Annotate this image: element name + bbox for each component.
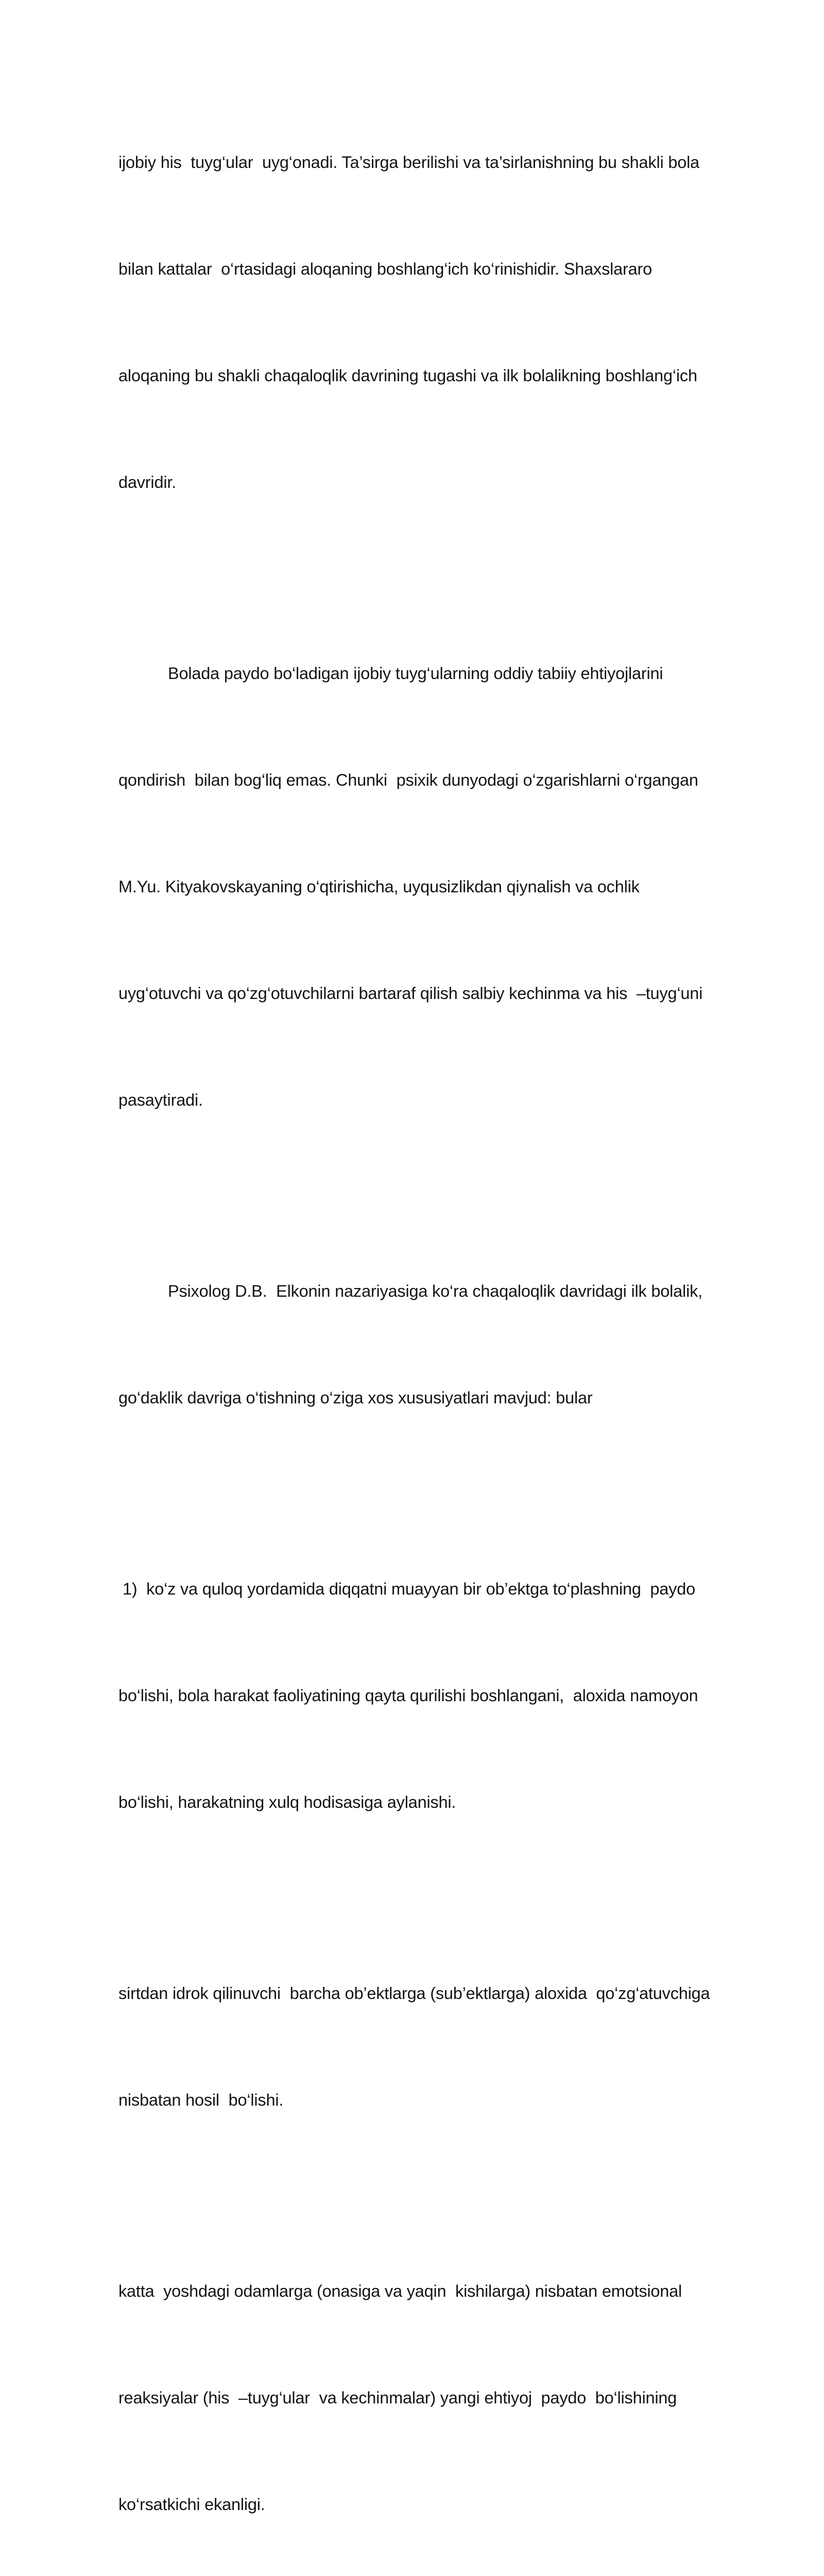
text-line: ijobiy his tuyg‘ular uyg‘onadi. Ta’sirga berilishi va ta’sirlanishning bu shakli bola	[118, 153, 699, 172]
paragraph-gap	[118, 2189, 783, 2202]
paragraph-gap	[118, 571, 783, 585]
text-line: Bolada paydo bo‘ladigan ijobiy tuyg‘ularning oddiy tabiiy ehtiyojlarini	[168, 664, 663, 683]
text-line: davridir.	[118, 473, 176, 492]
paragraph-3	[118, 1202, 783, 1487]
text-line: sirtdan idrok qilinuvchi barcha ob’ektlarga (sub’ektlarga) aloxida qo‘zg‘atuvchiga	[118, 1984, 710, 2003]
text-line: Psixolog D.B. Elkonin nazariyasiga ko‘ra chaqaloqlik davridagi ilk bolalik,	[168, 1282, 702, 1300]
paragraph-gap	[118, 1189, 783, 1202]
paragraph-gap	[118, 1891, 783, 1905]
text-line: 1) ko‘z va quloq yordamida diqqatni muayyan bir ob’ektga to‘plashning paydo	[123, 1580, 695, 1598]
text-line: bo‘lishi, bola harakat faoliyatining qayta qurilishi boshlangani, aloxida namoyon	[118, 1686, 698, 1705]
text-line: aloqaning bu shakli chaqaloqlik davrining tugashi va ilk bolalikning boshlang‘ich	[118, 366, 697, 385]
paragraph-6	[118, 2202, 783, 2576]
text-line: katta yoshdagi odamlarga (onasiga va yaqin kishilarga) nisbatan emotsional	[118, 2282, 682, 2300]
paragraph-1	[118, 74, 783, 571]
paragraph-2	[118, 585, 783, 1189]
text-line: pasaytiradi.	[118, 1091, 203, 1109]
paragraph-5	[118, 1905, 783, 2189]
text-line: reaksiyalar (his –tuyg‘ular va kechinmalar) yangi ehtiyoj paydo bo‘lishining	[118, 2388, 677, 2407]
text-line: bo‘lishi, harakatning xulq hodisasiga aylanishi.	[118, 1793, 456, 1811]
text-line: go‘daklik davriga o‘tishning o‘ziga xos xususiyatlari mavjud: bular	[118, 1388, 593, 1407]
text-line: bilan kattalar o‘rtasidagi aloqaning boshlang‘ich ko‘rinishidir. Shaxslararo	[118, 260, 653, 278]
paragraph-gap	[118, 1487, 783, 1500]
paragraph-4-list-item-1	[118, 1500, 783, 1891]
text-line: nisbatan hosil bo‘lishi.	[118, 2091, 284, 2109]
text-line: uyg‘otuvchi va qo‘zg‘otuvchilarni bartaraf qilish salbiy kechinma va his –tuyg‘uni	[118, 984, 703, 1003]
text-line: M.Yu. Kityakovskayaning o‘qtirishicha, uyqusizlikdan qiynalish va ochlik	[118, 877, 640, 896]
document-body	[118, 74, 783, 2576]
text-line: ko‘rsatkichi ekanligi.	[118, 2495, 265, 2514]
text-line: qondirish bilan bog‘liq emas. Chunki psixik dunyodagi o‘zgarishlarni o‘rgangan	[118, 771, 698, 789]
